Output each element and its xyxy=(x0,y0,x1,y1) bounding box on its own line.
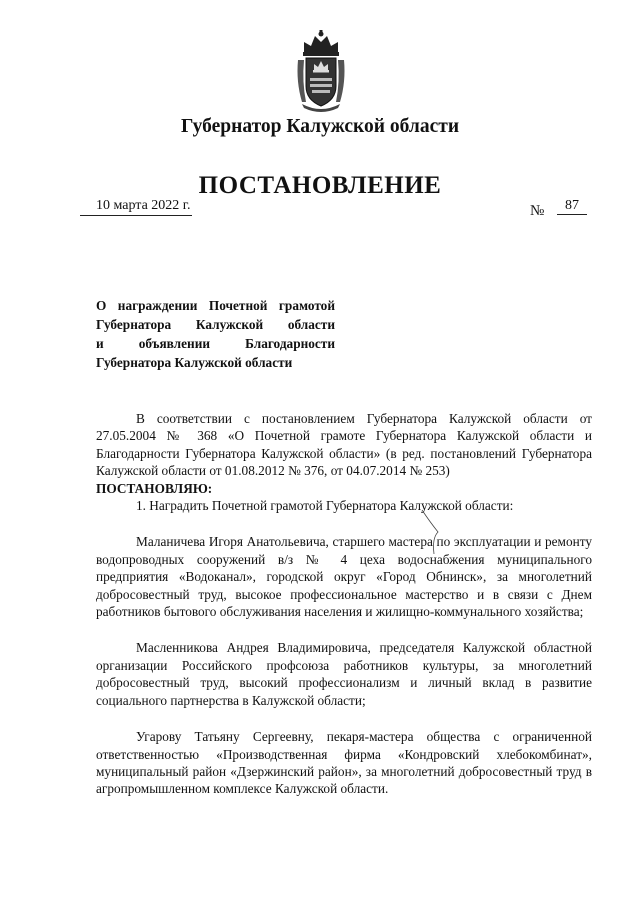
document-date: 10 марта 2022 г. xyxy=(96,198,191,213)
number-label: № xyxy=(530,203,545,219)
document-number: 87 xyxy=(557,198,587,215)
preamble-paragraph: В соответствии с постановлением Губернатора Калужской области от 27.05.2004 № 368 «О Почетной грамоте Губернатора Калужской области и Благодарности Губернатора Калужской области» (в ред. постановлений Губернатора Калужской области от 01.08.2012 № 376, от 04.07.2014 № 253) xyxy=(96,411,592,479)
governor-title: Губернатор Калужской области xyxy=(180,116,460,137)
pen-mark xyxy=(418,508,448,556)
item-1: 1. Наградить Почетной грамотой Губернатора Калужской области: xyxy=(136,498,514,514)
date-underline xyxy=(80,215,192,216)
subject-line: О награждении Почетной грамотой xyxy=(96,298,335,313)
decree-word: ПОСТАНОВЛЯЮ: xyxy=(96,480,213,496)
awardee-paragraph: Маланичева Игоря Анатольевича, старшего мастера по эксплуатации и ремонту водопроводных сооружений в/з № 4 цеха водоснабжения муниципального предприятия «Водоканал», городской округ «Город Обнинск», за многолетний добросовестный труд, высокое профессиональное мастерство и в связи с Днем работников бытового обслуживания населения и жилищно-коммунального хозяйства; xyxy=(96,534,592,620)
coat-of-arms-icon xyxy=(294,30,348,112)
subject-line: Губернатора Калужской области xyxy=(96,355,293,370)
subject-heading xyxy=(96,296,335,372)
document-type: ПОСТАНОВЛЕНИЕ xyxy=(198,172,442,199)
date-field xyxy=(80,198,192,216)
document-body xyxy=(96,410,592,798)
subject-line: и объявлении Благодарности xyxy=(96,336,335,351)
subject-line: Губернатора Калужской области xyxy=(96,317,335,332)
awardee-paragraph: Масленникова Андрея Владимировича, председателя Калужской областной организации Российского профсоюза работников культуры, за многолетний добросовестный труд, высокий профессионализм и личный вклад в развитие социального партнерства в Калужской области; xyxy=(96,640,592,708)
awardee-paragraph: Угарову Татьяну Сергеевну, пекаря-мастера общества с ограниченной ответственностью «Производственная фирма «Кондровский хлебокомбинат», муниципальный район «Дзержинский район», за многолетний добросовестный труд в агропромышленном комплексе Калужской области. xyxy=(96,729,592,797)
